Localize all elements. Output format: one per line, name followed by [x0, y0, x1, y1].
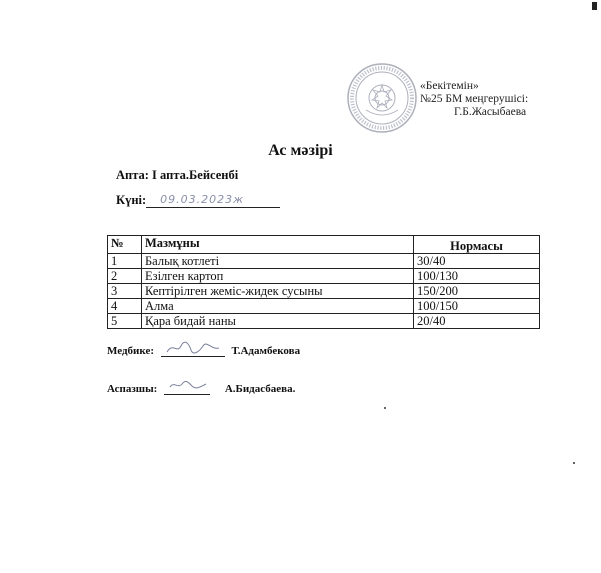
nurse-label: Медбике:	[107, 345, 154, 357]
row-number: 1	[108, 254, 142, 269]
table-row	[108, 284, 540, 299]
cook-signature-scribble	[168, 378, 208, 392]
header-content: Мазмұны	[142, 236, 414, 254]
header-norm: Нормасы	[414, 236, 540, 254]
cook-name: А.Бидасбаева.	[224, 383, 296, 395]
row-norm: 100/130	[414, 269, 540, 284]
nurse-signature-line	[161, 344, 225, 357]
week-label: Апта: І апта.Бейсенбі	[116, 168, 239, 182]
header-number: №	[108, 236, 142, 254]
cook-signature-line	[164, 382, 210, 395]
row-dish: Қара бидай наны	[142, 314, 414, 329]
cook-label: Аспазшы:	[107, 383, 158, 395]
row-dish: Езілген картоп	[142, 269, 414, 284]
table-row	[108, 299, 540, 314]
scan-mark	[592, 2, 597, 10]
approval-position: №25 БМ меңгерушісі:	[420, 93, 529, 105]
row-norm: 150/200	[414, 284, 540, 299]
row-number: 5	[108, 314, 142, 329]
official-stamp	[346, 62, 418, 134]
row-norm: 100/150	[414, 299, 540, 314]
table-row	[108, 254, 540, 269]
approval-block	[420, 80, 590, 119]
nurse-name: Т.Адамбекова	[231, 345, 301, 357]
row-number: 3	[108, 284, 142, 299]
date-row	[116, 193, 280, 208]
table-row	[108, 314, 540, 329]
row-dish: Балық котлеті	[142, 254, 414, 269]
row-dish: Алма	[142, 299, 414, 314]
row-number: 2	[108, 269, 142, 284]
date-label: Күні:	[116, 193, 147, 207]
row-dish: Кептірілген жеміс-жидек сусыны	[142, 284, 414, 299]
table-row	[108, 269, 540, 284]
cook-signature-row	[107, 382, 295, 395]
row-number: 4	[108, 299, 142, 314]
date-value: 09.03.2023ж	[160, 193, 245, 206]
approval-signer: Г.Б.Жасыбаева	[454, 106, 527, 118]
nurse-signature-scribble	[165, 340, 223, 356]
nurse-signature-row	[107, 344, 300, 357]
row-norm: 30/40	[414, 254, 540, 269]
approval-heading: «Бекітемін»	[420, 80, 479, 92]
menu-table	[107, 235, 540, 329]
row-norm: 20/40	[414, 314, 540, 329]
page-title: Ас мәзірі	[268, 142, 333, 159]
speck	[573, 462, 575, 464]
table-header-row	[108, 236, 540, 254]
speck	[384, 407, 386, 409]
date-line	[146, 194, 280, 208]
